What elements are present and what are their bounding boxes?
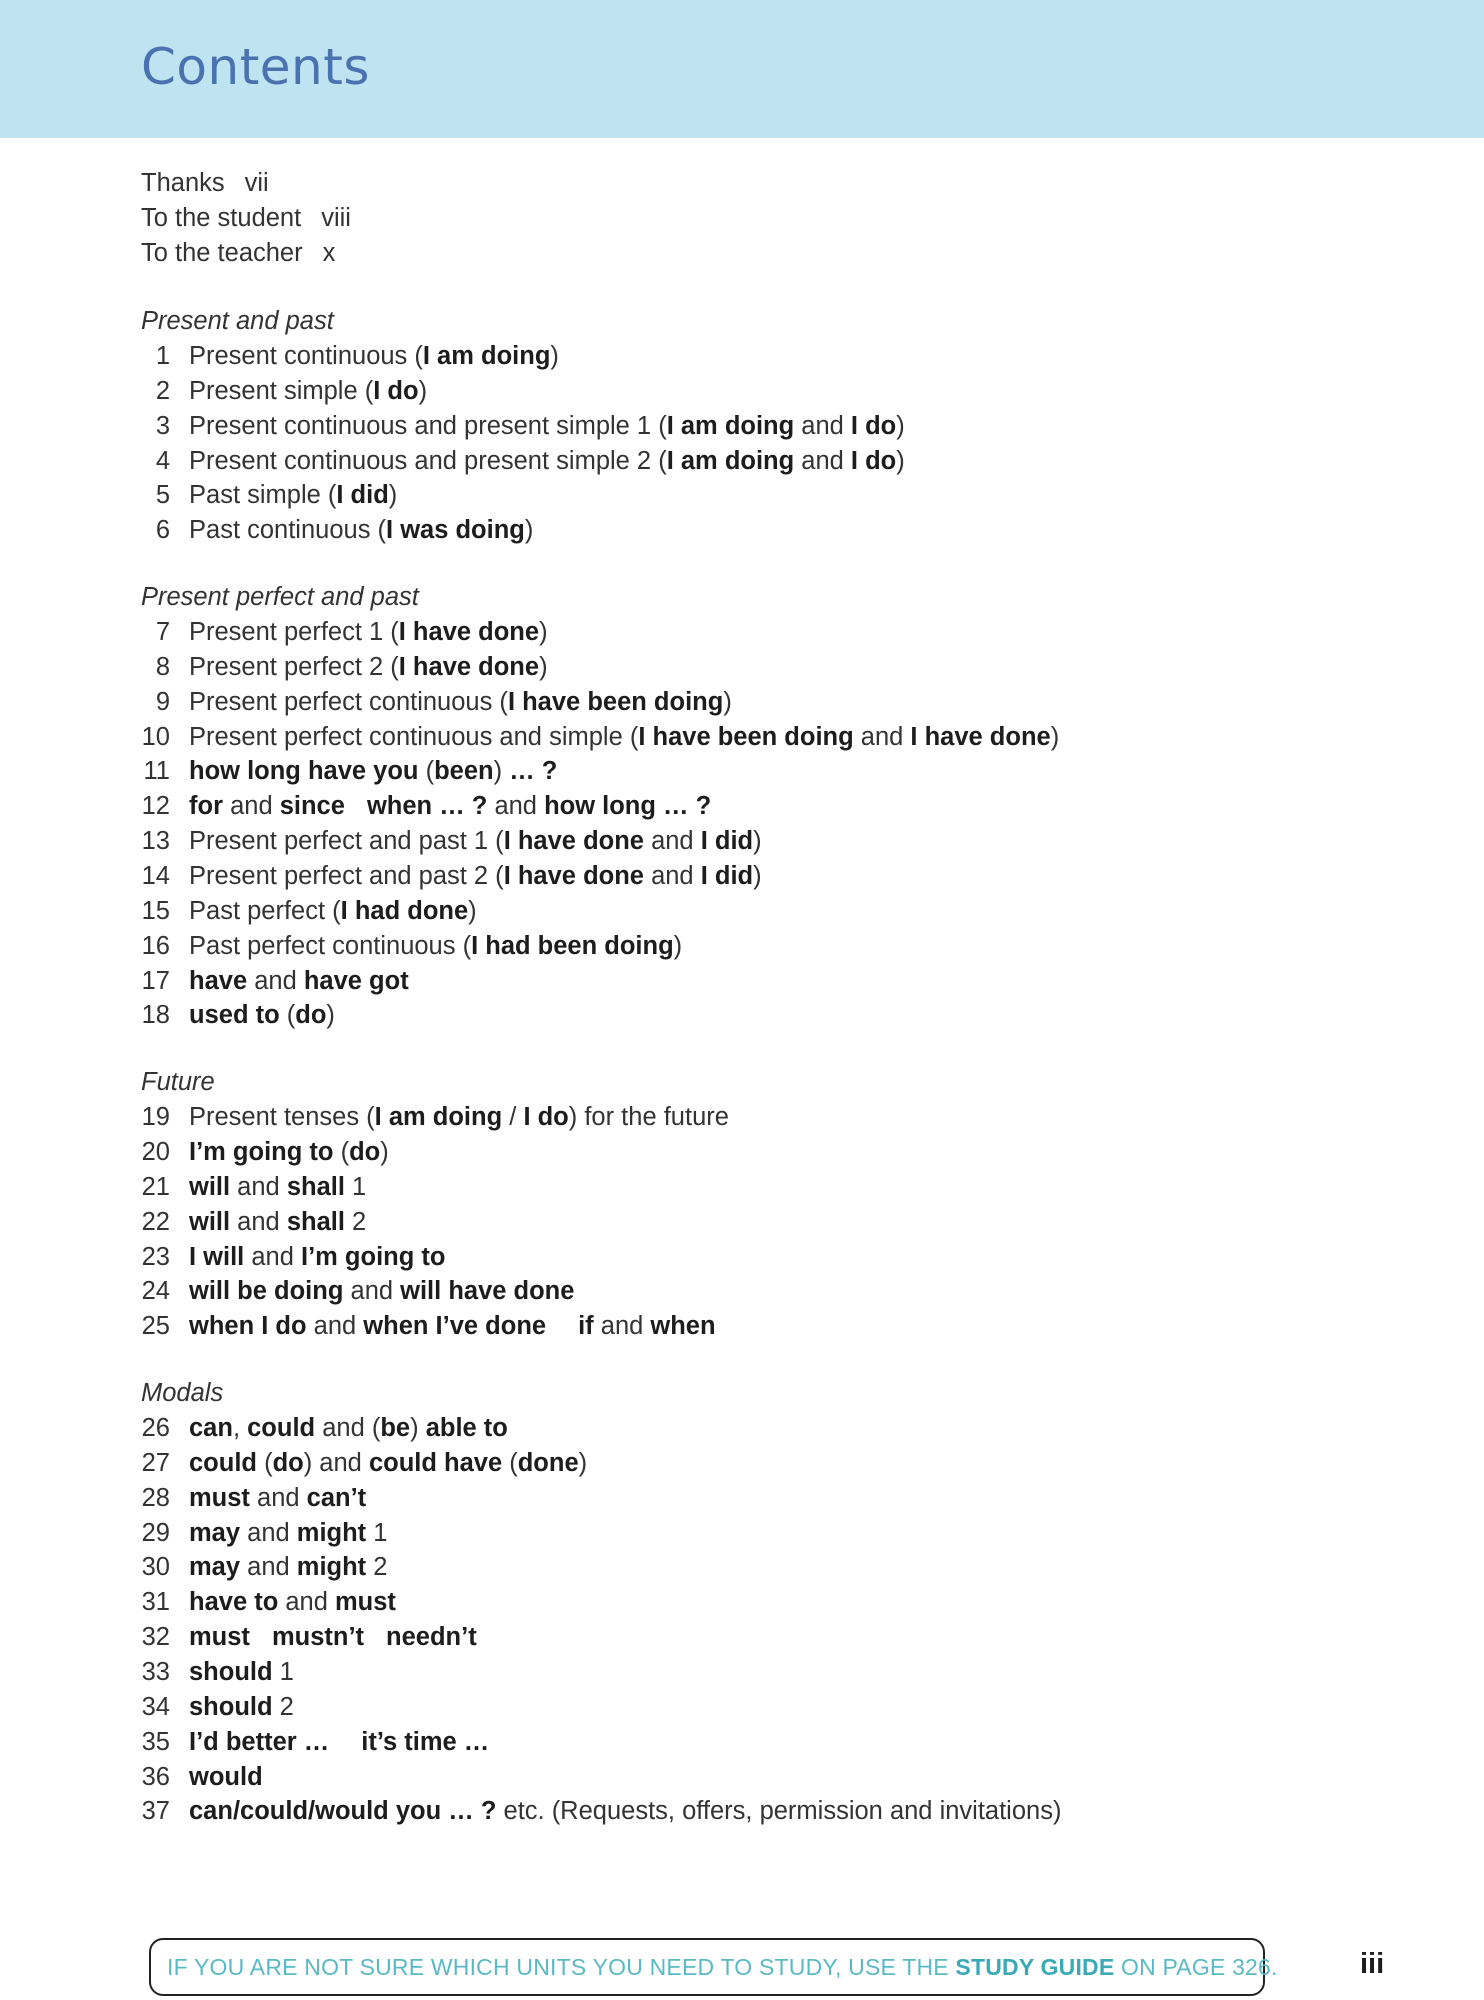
unit-text: ) bbox=[578, 1448, 588, 1477]
grammar-form: since bbox=[279, 792, 345, 821]
grammar-form: I’d better … bbox=[189, 1727, 330, 1756]
unit-title bbox=[189, 513, 533, 548]
unit-number: 3 bbox=[155, 411, 170, 440]
grammar-form: have bbox=[189, 966, 248, 995]
unit-title bbox=[189, 1135, 389, 1170]
unit-number: 6 bbox=[155, 516, 170, 545]
unit-text: ) bbox=[539, 652, 548, 681]
unit-entry[interactable] bbox=[141, 1170, 1341, 1205]
grammar-form: might bbox=[296, 1553, 367, 1582]
unit-text: 2 bbox=[272, 1692, 294, 1721]
grammar-form: I did bbox=[700, 827, 754, 856]
study-guide-link[interactable]: STUDY GUIDE bbox=[955, 1954, 1115, 1980]
unit-text: ) bbox=[1050, 722, 1060, 751]
unit-text: and bbox=[853, 722, 911, 751]
section-present-perfect-and-past bbox=[141, 580, 1341, 1033]
unit-title bbox=[189, 929, 682, 964]
unit-number: 24 bbox=[141, 1277, 170, 1306]
grammar-form: mustn’t bbox=[271, 1623, 365, 1652]
front-matter-item[interactable] bbox=[141, 201, 351, 236]
unit-text: Present perfect 2 ( bbox=[189, 652, 399, 681]
unit-text: and bbox=[593, 1312, 651, 1341]
unit-entry[interactable] bbox=[141, 1135, 1341, 1170]
unit-number: 31 bbox=[141, 1588, 170, 1617]
grammar-form: I am doing bbox=[666, 446, 795, 475]
study-guide-text bbox=[167, 1954, 1278, 1981]
unit-entry[interactable] bbox=[141, 1760, 1341, 1795]
section-modals bbox=[141, 1376, 1341, 1829]
unit-text: ) bbox=[410, 1414, 426, 1443]
unit-list bbox=[141, 615, 1341, 1033]
unit-entry[interactable] bbox=[141, 789, 1341, 824]
section-title: Modals bbox=[141, 1379, 224, 1408]
unit-title bbox=[189, 478, 397, 513]
grammar-form: do bbox=[349, 1138, 381, 1167]
unit-title bbox=[189, 1550, 387, 1585]
unit-entry[interactable] bbox=[141, 754, 1341, 789]
unit-text: ) bbox=[380, 1138, 389, 1167]
unit-text: ) bbox=[418, 376, 428, 405]
unit-entry[interactable] bbox=[141, 998, 1341, 1033]
unit-number: 5 bbox=[155, 481, 170, 510]
unit-text: ) bbox=[326, 1001, 335, 1030]
front-matter-label: To the teacher bbox=[141, 239, 303, 267]
unit-text: and bbox=[343, 1277, 401, 1306]
unit-title bbox=[189, 409, 905, 444]
grammar-form: done bbox=[517, 1448, 579, 1477]
grammar-form: could have bbox=[368, 1448, 503, 1477]
grammar-form: I have been doing bbox=[507, 687, 724, 716]
unit-entry[interactable] bbox=[141, 1481, 1341, 1516]
grammar-form: should bbox=[189, 1692, 273, 1721]
unit-list bbox=[141, 1100, 1341, 1344]
unit-title bbox=[189, 789, 711, 824]
section-present-and-past bbox=[141, 304, 1341, 548]
unit-title bbox=[189, 1309, 716, 1344]
unit-title bbox=[189, 824, 762, 859]
unit-text: 2 bbox=[344, 1207, 367, 1236]
header-band bbox=[0, 0, 1484, 138]
unit-number: 7 bbox=[155, 618, 170, 647]
unit-title bbox=[189, 1725, 489, 1760]
grammar-form: must bbox=[189, 1483, 250, 1512]
unit-text: Past simple ( bbox=[189, 481, 337, 510]
grammar-form: I did bbox=[336, 481, 389, 510]
unit-entry[interactable] bbox=[141, 650, 1341, 685]
unit-entry[interactable] bbox=[141, 374, 1341, 409]
unit-text: ) bbox=[896, 446, 905, 475]
unit-number: 32 bbox=[141, 1623, 170, 1652]
unit-title bbox=[189, 1411, 508, 1446]
grammar-form: do bbox=[272, 1448, 304, 1477]
grammar-form: when … ? bbox=[366, 792, 488, 821]
grammar-form: I do bbox=[850, 446, 897, 475]
unit-text: Past perfect continuous ( bbox=[189, 931, 472, 960]
unit-text: and bbox=[244, 1242, 301, 1271]
unit-entry[interactable] bbox=[141, 964, 1341, 999]
unit-text: ) for the future bbox=[568, 1103, 729, 1132]
unit-text: etc. (Requests, offers, permission and invitations) bbox=[496, 1797, 1062, 1826]
unit-title bbox=[189, 754, 557, 789]
front-matter-page: x bbox=[322, 239, 336, 267]
grammar-form: … ? bbox=[509, 757, 558, 786]
grammar-form: may bbox=[189, 1518, 241, 1547]
grammar-form: I was doing bbox=[386, 516, 525, 545]
grammar-form: I am doing bbox=[374, 1103, 503, 1132]
grammar-form: I do bbox=[523, 1103, 569, 1132]
grammar-form: I will bbox=[189, 1242, 245, 1271]
grammar-form: have got bbox=[303, 966, 409, 995]
grammar-form: I have done bbox=[503, 861, 644, 890]
unit-title bbox=[189, 1794, 1061, 1829]
unit-entry[interactable] bbox=[141, 859, 1341, 894]
unit-number: 34 bbox=[141, 1692, 170, 1721]
unit-text: and bbox=[306, 1312, 364, 1341]
unit-text: ( bbox=[425, 757, 435, 786]
unit-entry[interactable] bbox=[141, 1794, 1341, 1829]
grammar-form: for bbox=[189, 792, 223, 821]
unit-entry[interactable] bbox=[141, 1690, 1341, 1725]
grammar-form: I had been doing bbox=[471, 931, 674, 960]
unit-number: 8 bbox=[155, 652, 170, 681]
unit-text: ( bbox=[257, 1448, 273, 1477]
unit-entry[interactable] bbox=[141, 339, 1341, 374]
unit-number: 11 bbox=[143, 757, 170, 786]
unit-text: and bbox=[240, 1553, 297, 1582]
unit-text: ) bbox=[524, 516, 534, 545]
unit-text: ( bbox=[333, 1138, 350, 1167]
unit-list bbox=[141, 339, 1341, 548]
unit-text: Present perfect continuous ( bbox=[189, 687, 508, 716]
unit-title bbox=[189, 444, 905, 479]
note-text-after: ON PAGE 326. bbox=[1114, 1954, 1278, 1980]
unit-text: 1 bbox=[344, 1172, 367, 1201]
unit-text: Present simple ( bbox=[189, 376, 374, 405]
front-matter-label: Thanks bbox=[141, 169, 225, 197]
unit-text: and bbox=[230, 1207, 287, 1236]
unit-title bbox=[189, 894, 477, 929]
unit-text: ) bbox=[753, 827, 762, 856]
unit-title bbox=[189, 1446, 587, 1481]
unit-number: 19 bbox=[141, 1103, 170, 1132]
unit-entry[interactable] bbox=[141, 1205, 1341, 1240]
grammar-form: I do bbox=[850, 411, 897, 440]
unit-number: 37 bbox=[141, 1797, 170, 1826]
unit-entry[interactable] bbox=[141, 1100, 1341, 1135]
unit-text: Present perfect and past 2 ( bbox=[189, 861, 504, 890]
unit-title bbox=[189, 964, 409, 999]
study-guide-note bbox=[149, 1938, 1278, 1996]
grammar-form: I have done bbox=[398, 652, 540, 681]
unit-number: 17 bbox=[141, 966, 170, 995]
grammar-form: could bbox=[189, 1448, 257, 1477]
unit-number: 22 bbox=[141, 1207, 170, 1236]
note-text-before: IF YOU ARE NOT SURE WHICH UNITS YOU NEED TO STUDY, USE THE bbox=[167, 1954, 956, 1980]
unit-list bbox=[141, 1411, 1341, 1829]
grammar-form: could bbox=[247, 1414, 316, 1443]
unit-title bbox=[189, 1620, 477, 1655]
unit-entry[interactable] bbox=[141, 1516, 1341, 1551]
unit-entry[interactable] bbox=[141, 685, 1341, 720]
front-matter-page: vii bbox=[244, 169, 269, 197]
grammar-form: shall bbox=[286, 1172, 345, 1201]
grammar-form: I am doing bbox=[666, 411, 795, 440]
section-title: Present and past bbox=[141, 307, 334, 335]
section-title: Future bbox=[141, 1068, 215, 1097]
grammar-form: I have been doing bbox=[638, 722, 854, 751]
unit-number: 2 bbox=[155, 376, 170, 405]
grammar-form: if bbox=[578, 1312, 594, 1341]
page-title: Contents bbox=[141, 38, 370, 96]
unit-entry[interactable] bbox=[141, 1446, 1341, 1481]
grammar-form: I am doing bbox=[422, 342, 551, 370]
unit-entry[interactable] bbox=[141, 444, 1341, 479]
unit-title bbox=[189, 1655, 294, 1690]
unit-text: ( bbox=[279, 1001, 296, 1030]
grammar-form: can’t bbox=[306, 1483, 367, 1512]
unit-text: , bbox=[232, 1414, 248, 1443]
grammar-form: when I’ve done bbox=[363, 1312, 547, 1341]
unit-text: and bbox=[487, 792, 545, 821]
grammar-form: when I do bbox=[189, 1312, 307, 1341]
unit-number: 26 bbox=[141, 1414, 170, 1443]
unit-title bbox=[189, 339, 559, 374]
front-matter-page: viii bbox=[321, 204, 351, 232]
grammar-form: would bbox=[189, 1762, 263, 1791]
unit-entry[interactable] bbox=[141, 1655, 1341, 1690]
unit-entry[interactable] bbox=[141, 409, 1341, 444]
unit-title bbox=[189, 1690, 294, 1725]
unit-title bbox=[189, 1516, 387, 1551]
unit-number: 9 bbox=[155, 687, 170, 716]
grammar-form: when bbox=[650, 1312, 716, 1341]
grammar-form: how long have you bbox=[189, 757, 426, 786]
grammar-form: I had done bbox=[340, 896, 469, 925]
grammar-form: do bbox=[295, 1001, 327, 1030]
unit-title bbox=[189, 650, 548, 685]
grammar-form: needn’t bbox=[386, 1623, 477, 1652]
unit-number: 25 bbox=[141, 1312, 170, 1341]
unit-title bbox=[189, 1760, 263, 1795]
unit-entry[interactable] bbox=[141, 1585, 1341, 1620]
unit-title bbox=[189, 998, 335, 1033]
unit-number: 35 bbox=[141, 1727, 170, 1756]
unit-title bbox=[189, 1274, 574, 1309]
unit-text: and bbox=[643, 827, 701, 856]
unit-entry[interactable] bbox=[141, 1274, 1341, 1309]
unit-text: ) bbox=[539, 618, 548, 647]
unit-text: Present continuous and present simple 2 ( bbox=[189, 446, 667, 475]
grammar-form: I’m going to bbox=[189, 1138, 334, 1167]
unit-text: Present continuous ( bbox=[189, 342, 423, 370]
unit-entry[interactable] bbox=[141, 1309, 1341, 1344]
unit-entry[interactable] bbox=[141, 1411, 1341, 1446]
grammar-form: able to bbox=[425, 1414, 508, 1443]
unit-text: and ( bbox=[315, 1414, 381, 1443]
unit-entry[interactable] bbox=[141, 1550, 1341, 1585]
grammar-form: must bbox=[335, 1588, 396, 1617]
unit-number: 12 bbox=[141, 792, 170, 821]
unit-number: 4 bbox=[155, 446, 170, 475]
unit-number: 1 bbox=[155, 342, 170, 370]
unit-text: and bbox=[643, 861, 701, 890]
unit-text: and bbox=[247, 966, 304, 995]
unit-entry[interactable] bbox=[141, 824, 1341, 859]
unit-text: ) bbox=[896, 411, 905, 440]
unit-title bbox=[189, 859, 762, 894]
unit-text: Present continuous and present simple 1 ( bbox=[189, 411, 667, 440]
unit-number: 28 bbox=[141, 1483, 170, 1512]
unit-text: and bbox=[240, 1518, 297, 1547]
unit-title bbox=[189, 615, 548, 650]
unit-entry[interactable] bbox=[141, 615, 1341, 650]
grammar-form: used to bbox=[189, 1001, 280, 1030]
unit-entry[interactable] bbox=[141, 929, 1341, 964]
unit-text: Past perfect ( bbox=[189, 896, 341, 925]
unit-number: 33 bbox=[141, 1658, 170, 1686]
unit-title bbox=[189, 1481, 366, 1516]
unit-text: ) bbox=[723, 687, 732, 716]
unit-text: 1 bbox=[366, 1518, 388, 1547]
unit-text: ) bbox=[550, 342, 559, 370]
unit-text: 2 bbox=[366, 1553, 388, 1582]
front-matter-list bbox=[141, 166, 351, 271]
grammar-form: I did bbox=[700, 861, 754, 890]
contents-sections bbox=[141, 304, 1341, 1861]
grammar-form: I’m going to bbox=[300, 1242, 446, 1271]
unit-title bbox=[189, 374, 427, 409]
unit-number: 23 bbox=[141, 1242, 170, 1271]
page-number: iii bbox=[1360, 1948, 1385, 1980]
unit-text: ) bbox=[753, 861, 762, 890]
unit-text: 1 bbox=[272, 1658, 294, 1686]
unit-number: 21 bbox=[141, 1172, 170, 1201]
unit-text: and bbox=[794, 446, 851, 475]
section-future bbox=[141, 1065, 1341, 1344]
grammar-form: can/could/would you … ? bbox=[189, 1797, 497, 1826]
grammar-form: have to bbox=[189, 1588, 279, 1617]
unit-title bbox=[189, 720, 1059, 755]
unit-entry[interactable] bbox=[141, 478, 1341, 513]
front-matter-item[interactable] bbox=[141, 166, 351, 201]
unit-number: 10 bbox=[141, 722, 170, 751]
unit-title bbox=[189, 1205, 366, 1240]
front-matter-item[interactable] bbox=[141, 236, 351, 271]
unit-text: ) bbox=[673, 931, 683, 960]
grammar-form: will bbox=[189, 1172, 231, 1201]
unit-text: and bbox=[278, 1588, 335, 1617]
unit-text: Present tenses ( bbox=[189, 1103, 375, 1132]
grammar-form: must bbox=[189, 1623, 250, 1652]
unit-number: 15 bbox=[141, 896, 170, 925]
grammar-form: I have done bbox=[503, 827, 644, 856]
grammar-form: how long … ? bbox=[544, 792, 712, 821]
unit-number: 16 bbox=[141, 931, 170, 960]
unit-text: and bbox=[794, 411, 851, 440]
unit-title bbox=[189, 1585, 396, 1620]
unit-text: Present perfect 1 ( bbox=[189, 618, 399, 647]
grammar-form: shall bbox=[286, 1207, 345, 1236]
grammar-form: be bbox=[380, 1414, 411, 1443]
grammar-form: will be doing bbox=[189, 1277, 344, 1306]
unit-text: ) bbox=[388, 481, 398, 510]
unit-number: 20 bbox=[141, 1138, 170, 1167]
unit-text: ) and bbox=[303, 1448, 369, 1477]
unit-entry[interactable] bbox=[141, 1240, 1341, 1275]
unit-text: and bbox=[230, 1172, 287, 1201]
unit-text: / bbox=[502, 1103, 524, 1132]
unit-entry[interactable] bbox=[141, 513, 1341, 548]
unit-text: and bbox=[249, 1483, 307, 1512]
unit-entry[interactable] bbox=[141, 1725, 1341, 1760]
grammar-form: might bbox=[296, 1518, 367, 1547]
unit-title bbox=[189, 1170, 366, 1205]
unit-number: 18 bbox=[141, 1001, 170, 1030]
unit-entry[interactable] bbox=[141, 894, 1341, 929]
unit-number: 29 bbox=[141, 1518, 170, 1547]
grammar-form: will bbox=[189, 1207, 231, 1236]
unit-text: ( bbox=[502, 1448, 518, 1477]
section-title: Present perfect and past bbox=[141, 583, 419, 612]
unit-entry[interactable] bbox=[141, 1620, 1341, 1655]
unit-number: 13 bbox=[141, 827, 170, 856]
unit-number: 36 bbox=[141, 1762, 170, 1791]
grammar-form: it’s time … bbox=[361, 1727, 490, 1756]
grammar-form: will have done bbox=[400, 1277, 575, 1306]
unit-text: Past continuous ( bbox=[189, 516, 387, 545]
front-matter-label: To the student bbox=[141, 204, 302, 232]
unit-entry[interactable] bbox=[141, 720, 1341, 755]
grammar-form: been bbox=[434, 757, 494, 786]
grammar-form: I have done bbox=[398, 618, 540, 647]
grammar-form: should bbox=[189, 1658, 273, 1686]
unit-text: and bbox=[223, 792, 280, 821]
unit-number: 14 bbox=[141, 861, 170, 890]
unit-title bbox=[189, 1240, 445, 1275]
grammar-form: may bbox=[189, 1553, 241, 1582]
unit-number: 30 bbox=[141, 1553, 170, 1582]
unit-title bbox=[189, 685, 732, 720]
unit-text: Present perfect and past 1 ( bbox=[189, 827, 504, 856]
unit-text: ) bbox=[468, 896, 477, 925]
grammar-form: I have done bbox=[910, 722, 1051, 751]
unit-number: 27 bbox=[141, 1448, 170, 1477]
grammar-form: I do bbox=[373, 376, 419, 405]
grammar-form: can bbox=[189, 1414, 233, 1443]
unit-text: ) bbox=[493, 757, 510, 786]
unit-text: Present perfect continuous and simple ( bbox=[189, 722, 639, 751]
unit-title bbox=[189, 1100, 729, 1135]
